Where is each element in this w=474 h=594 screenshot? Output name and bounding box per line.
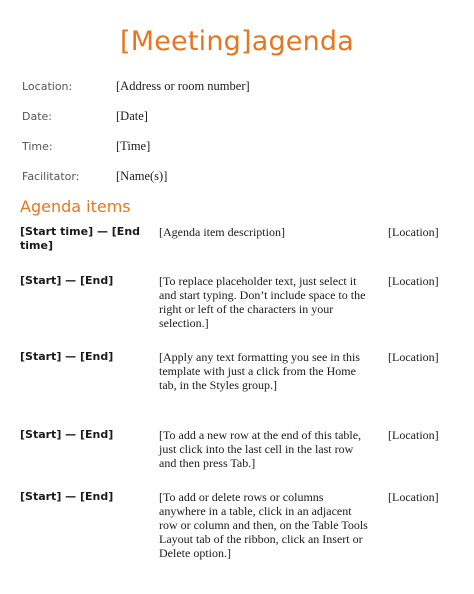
- time-label: Time:: [22, 140, 53, 153]
- agenda-description: [To add or delete rows or columns anywhere in a table, click in an adjacent row or column and then, on the Table Tools Layout tab of the ribbon, click an Insert or Delete option.]: [159, 490, 368, 560]
- agenda-items-heading: Agenda items: [20, 197, 131, 216]
- location-label: Location:: [22, 80, 73, 93]
- facilitator-label: Facilitator:: [22, 170, 80, 183]
- agenda-time: [Start] — [End]: [20, 490, 114, 503]
- agenda-location: [Location]: [388, 225, 439, 239]
- agenda-description: [Agenda item description]: [159, 225, 285, 239]
- agenda-location: [Location]: [388, 428, 439, 442]
- date-value: [Date]: [116, 109, 148, 123]
- agenda-description: [To replace placeholder text, just select it and start typing. Don’t include space to the right or left of the characters in your selection.]: [159, 274, 366, 330]
- page-title: [Meeting]agenda: [119, 26, 355, 57]
- agenda-description: [To add a new row at the end of this table, just click into the last cell in the last row and then press Tab.]: [159, 428, 362, 470]
- agenda-time: [Start] — [End]: [20, 274, 114, 287]
- agenda-location: [Location]: [388, 274, 439, 288]
- agenda-time: [Start] — [End]: [20, 428, 114, 441]
- agenda-location: [Location]: [388, 350, 439, 364]
- agenda-time: [Start] — [End]: [20, 350, 114, 363]
- time-value: [Time]: [116, 139, 151, 153]
- agenda-description: [Apply any text formatting you see in this template with just a click from the Home tab, in the Styles group.]: [159, 350, 360, 392]
- location-value: [Address or room number]: [116, 79, 250, 93]
- date-label: Date:: [22, 110, 52, 123]
- agenda-location: [Location]: [388, 490, 439, 504]
- agenda-time: [Start time] — [End time]: [20, 225, 141, 252]
- facilitator-value: [Name(s)]: [116, 169, 168, 183]
